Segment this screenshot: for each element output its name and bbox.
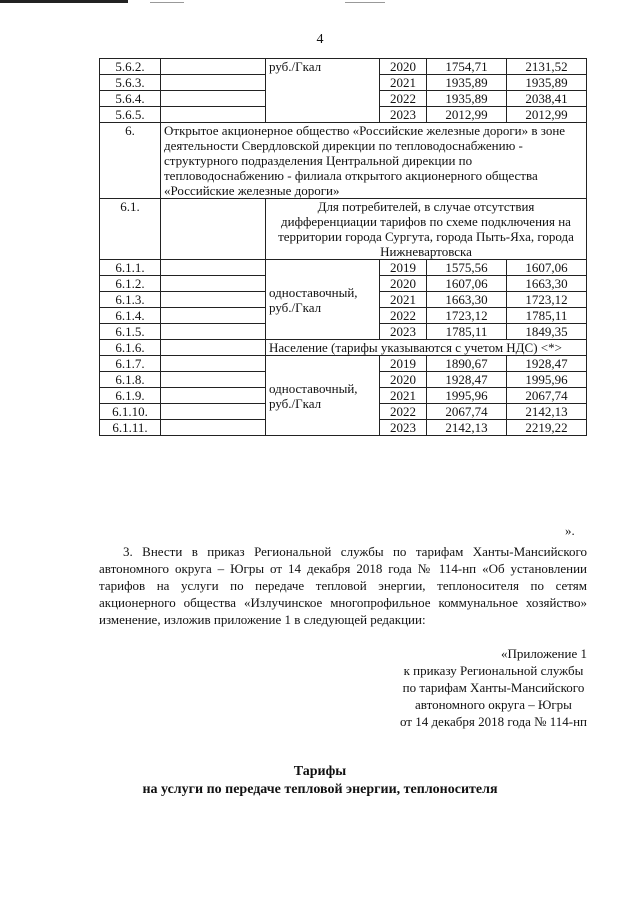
tariff-h2-cell: 2131,52 [507,59,587,75]
blank-cell [161,324,266,340]
year-cell: 2021 [380,292,427,308]
year-cell: 2020 [380,372,427,388]
tariff-h2-cell: 1849,35 [507,324,587,340]
document-title [0,763,640,799]
scan-artifact [150,2,184,3]
organization-name: Открытое акционерное общество «Российские железные дороги» в зоне деятельности Свердловской дирекции по тепловодоснабжению - структурного подразделения Центральной дирекции по тепловодоснабжению - филиала открытого акционерного общества «Российские железные дороги» [161,123,587,199]
population-row [100,340,587,356]
year-cell: 2022 [380,91,427,107]
row-number: 5.6.4. [100,91,161,107]
year-cell: 2023 [380,324,427,340]
year-cell: 2023 [380,107,427,123]
tariff-h2-cell: 2067,74 [507,388,587,404]
tariff-h1-cell: 1935,89 [427,75,507,91]
year-cell: 2019 [380,356,427,372]
tariff-table [99,58,587,436]
year-cell: 2023 [380,420,427,436]
blank-cell [161,372,266,388]
appendix-line: от 14 декабря 2018 года № 114-нп [399,714,587,729]
tariff-h2-cell: 1935,89 [507,75,587,91]
blank-cell [161,276,266,292]
table-row [100,59,587,75]
tariff-h1-cell: 1575,56 [427,260,507,276]
blank-cell [161,59,266,75]
blank-cell [161,91,266,107]
tariff-h1-cell: 2142,13 [427,420,507,436]
row-number: 6.1.3. [100,292,161,308]
tariff-h1-cell: 1995,96 [427,388,507,404]
row-number: 6.1.4. [100,308,161,324]
row-number: 6.1.7. [100,356,161,372]
year-cell: 2021 [380,388,427,404]
tariff-h1-cell: 2067,74 [427,404,507,420]
blank-cell [161,308,266,324]
tariff-h2-cell: 1928,47 [507,356,587,372]
title-line: Тарифы [293,764,347,779]
row-number: 6.1.10. [100,404,161,420]
appendix-line: по тарифам Ханты-Мансийского [402,680,585,695]
tariff-h1-cell: 2012,99 [427,107,507,123]
year-cell: 2020 [380,276,427,292]
unit-cell: одноставочный, руб./Гкал [266,260,380,340]
scan-top-rule [0,0,128,3]
consumer-category: Для потребителей, в случае отсутствия дифференциации тарифов по схеме подключения на территории города Сургута, города Пыть-Яха, города Нижневартовска [266,199,587,260]
organization-row [100,123,587,199]
tariff-h1-cell: 1928,47 [427,372,507,388]
year-cell: 2021 [380,75,427,91]
tariff-h2-cell: 2012,99 [507,107,587,123]
row-number: 6.1.1. [100,260,161,276]
tariff-h2-cell: 1995,96 [507,372,587,388]
row-number: 5.6.2. [100,59,161,75]
table-row [100,260,587,276]
tariff-h2-cell: 2142,13 [507,404,587,420]
blank-cell [161,292,266,308]
blank-cell [161,75,266,91]
tariff-h1-cell: 1754,71 [427,59,507,75]
year-cell: 2020 [380,59,427,75]
appendix-line: автономного округа – Югры [415,697,572,712]
blank-cell [161,356,266,372]
appendix-line: «Приложение 1 [500,646,587,661]
tariff-h1-cell: 1785,11 [427,324,507,340]
row-number: 6.1.11. [100,420,161,436]
row-number: 6.1.6. [100,340,161,356]
population-category: Население (тарифы указываются с учетом НДС) <*> [266,340,587,356]
tariff-h2-cell: 2219,22 [507,420,587,436]
blank-cell [161,420,266,436]
blank-cell [161,260,266,276]
blank-cell [161,199,266,260]
tariff-h2-cell: 2038,41 [507,91,587,107]
unit-cell: одноставочный, руб./Гкал [266,356,380,436]
tariff-h2-cell: 1785,11 [507,308,587,324]
unit-cell: руб./Гкал [266,59,380,123]
scan-artifact [345,2,385,3]
page-number: 4 [316,32,324,47]
row-number: 5.6.3. [100,75,161,91]
row-number: 6.1.5. [100,324,161,340]
closing-quote: ». [565,523,575,538]
subtitle-line: на услуги по передаче тепловой энергии, теплоносителя [142,782,498,797]
blank-cell [161,404,266,420]
row-number: 6.1. [100,199,161,260]
row-number: 6. [100,123,161,199]
tariff-h1-cell: 1663,30 [427,292,507,308]
tariff-h2-cell: 1663,30 [507,276,587,292]
blank-cell [161,340,266,356]
consumer-row [100,199,587,260]
appendix-header [400,645,587,730]
row-number: 6.1.9. [100,388,161,404]
tariff-h1-cell: 1935,89 [427,91,507,107]
year-cell: 2022 [380,308,427,324]
tariff-h2-cell: 1607,06 [507,260,587,276]
row-number: 6.1.8. [100,372,161,388]
year-cell: 2022 [380,404,427,420]
tariff-h1-cell: 1723,12 [427,308,507,324]
tariff-h1-cell: 1890,67 [427,356,507,372]
tariff-h2-cell: 1723,12 [507,292,587,308]
year-cell: 2019 [380,260,427,276]
amendment-paragraph: 3. Внести в приказ Региональной службы по тарифам Ханты-Мансийского автономного округа – Югры от 14 декабря 2018 года № 114-нп «Об установлении тарифов на услуги по передаче тепловой энергии, теплоносителя по сетям акционерного общества «Излучинское многопрофильное коммунальное хозяйство» изменение, изложив приложение 1 в следующей редакции: [99,544,587,627]
row-number: 6.1.2. [100,276,161,292]
table-row [100,356,587,372]
tariff-h1-cell: 1607,06 [427,276,507,292]
appendix-line: к приказу Региональной службы [403,663,584,678]
blank-cell [161,107,266,123]
row-number: 5.6.5. [100,107,161,123]
blank-cell [161,388,266,404]
